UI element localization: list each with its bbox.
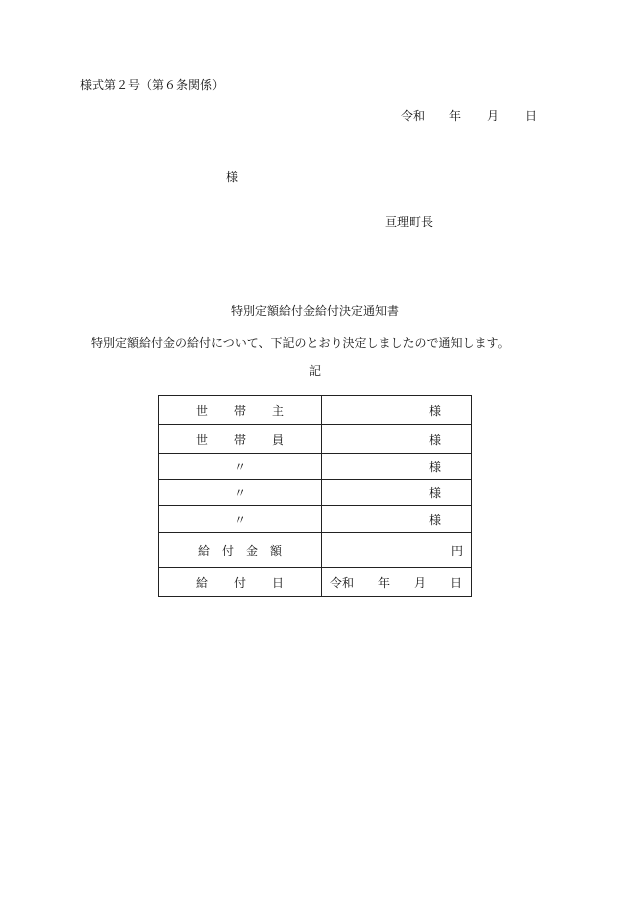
household-member-value	[322, 454, 472, 480]
household-member-value	[322, 425, 472, 454]
pay-date-year: 年	[378, 575, 391, 590]
document-title: 特別定額給付金給付決定通知書	[230, 304, 399, 318]
sender-title: 亘理町長	[385, 215, 434, 229]
pay-date-month: 月	[414, 575, 427, 590]
table-row	[159, 506, 472, 533]
table-row-head-of-household	[159, 396, 472, 425]
issue-date	[401, 110, 537, 122]
pay-date-label: 給 付 日	[159, 568, 322, 597]
ditto-mark: 〃	[159, 480, 322, 506]
table-row	[159, 480, 472, 506]
notice-body: 特別定額給付金の給付について、下記のとおり決定しましたので通知します。	[91, 336, 510, 350]
pay-date-era: 令和	[330, 575, 355, 590]
pay-date-value	[322, 568, 472, 597]
form-number: 様式第２号（第６条関係）	[80, 78, 225, 92]
head-of-household-label: 世 帯 主	[159, 396, 322, 425]
yen-unit: 円	[450, 543, 463, 558]
table-row-amount	[159, 533, 472, 568]
head-of-household-value	[322, 396, 472, 425]
date-day: 日	[525, 109, 538, 123]
table-row-pay-date	[159, 568, 472, 597]
honorific-sama: 様	[428, 460, 441, 474]
pay-date-day: 日	[450, 575, 463, 590]
honorific-sama: 様	[428, 486, 441, 500]
ditto-mark: 〃	[159, 506, 322, 533]
honorific-sama: 様	[428, 432, 441, 447]
amount-label: 給 付 金 額	[159, 533, 322, 568]
honorific-sama: 様	[428, 403, 441, 418]
date-era: 令和	[401, 109, 426, 123]
household-member-value	[322, 506, 472, 533]
honorific-sama: 様	[428, 512, 441, 527]
household-member-value	[322, 480, 472, 506]
household-member-label: 世 帯 員	[159, 425, 322, 454]
ditto-mark: 〃	[159, 454, 322, 480]
grant-record-table	[158, 395, 472, 597]
date-year: 年	[449, 109, 462, 123]
table-row-household-member	[159, 425, 472, 454]
amount-value	[322, 533, 472, 568]
ki-mark: 記	[308, 364, 321, 378]
table-row	[159, 454, 472, 480]
addressee-honorific: 様	[226, 170, 239, 184]
date-month: 月	[487, 109, 500, 123]
